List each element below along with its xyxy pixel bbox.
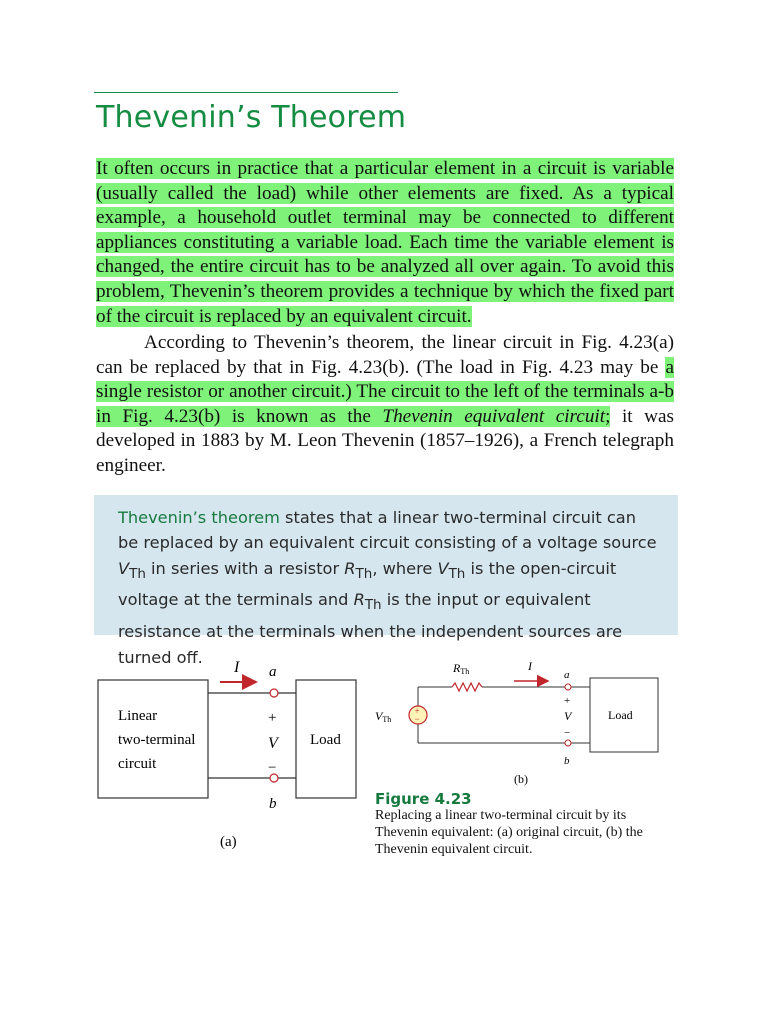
circuit-b <box>375 659 658 786</box>
terminal-b-node-b <box>565 740 571 746</box>
rth-label <box>452 661 469 676</box>
source-plus-b: + <box>414 706 420 716</box>
rth-sub: Th <box>460 667 470 676</box>
callout-vth-sub: Th <box>129 566 146 583</box>
minus-sign-b: − <box>564 727 571 739</box>
callout-rth: R <box>344 558 356 578</box>
callout-rth-2: R <box>353 590 365 610</box>
para2-part-a: According to Thevenin’s theorem, the linear circuit in Fig. 4.23(a) can be replaced by that in Fig. 4.23(b). (The load in Fig. 4.23 may be <box>96 332 674 378</box>
load-label-a: Load <box>310 732 341 748</box>
terminal-a-label: a <box>269 664 277 680</box>
box-line-3: circuit <box>118 756 157 772</box>
terminal-a-node-b <box>565 684 571 690</box>
current-label-a: I <box>234 659 240 676</box>
page-title: Thevenin’s Theorem <box>96 100 407 135</box>
source-minus-b: − <box>414 714 420 724</box>
callout-part-4: is the open-circuit voltage at the terminals and <box>118 558 617 610</box>
figure-caption-text: Replacing a linear two-terminal circuit by its Thevenin equivalent: (a) original circuit, (b) the Thevenin equivalent circuit. <box>375 808 643 857</box>
paragraph-2 <box>96 331 674 479</box>
callout-text <box>118 505 658 670</box>
figure-a-label: (a) <box>220 834 237 850</box>
vth-v: V <box>375 709 383 723</box>
para2-part-b: a single resistor or another circuit.) The circuit to the left of the terminals a-b in Fig. 4.23(b) is known as the <box>96 356 674 427</box>
thevenin-equivalent-term: Thevenin equivalent circuit <box>382 405 606 427</box>
plus-sign-a: + <box>268 710 277 726</box>
box-line-2: two-terminal <box>118 732 196 748</box>
title-rule <box>94 92 398 93</box>
circuit-a <box>98 659 356 850</box>
minus-sign-a: − <box>268 760 277 776</box>
vth-label <box>375 709 391 724</box>
figure-b-label: (b) <box>514 772 528 786</box>
callout-vth: V <box>118 558 130 578</box>
callout-part-2: in series with a resistor <box>145 558 345 578</box>
plus-sign-b: + <box>564 695 571 707</box>
resistor-rth <box>452 683 482 691</box>
figure-number: Figure 4.23 <box>375 790 472 808</box>
para2-part-c: ; <box>605 405 611 427</box>
terminal-b-label-b: b <box>564 755 570 767</box>
callout-vth-2: V <box>437 558 449 578</box>
terminal-b-label: b <box>269 796 277 812</box>
highlight-para1: It often occurs in practice that a particular element in a circuit is variable (usually called the load) while other elements are fixed. As a typical example, a household outlet terminal may be connected to different appliances constituting a variable load. Each time the variable element is changed, the entire circuit has to be analyzed all over again. To avoid this problem, Thevenin’s theorem provides a technique by which the fixed part of the circuit is replaced by an equivalent circuit. <box>96 158 674 327</box>
callout-rth-sub: Th <box>355 566 373 583</box>
vth-sub: Th <box>382 715 392 724</box>
paragraph-1 <box>96 157 674 329</box>
voltage-label-a: V <box>268 735 278 752</box>
terminal-a-label-b: a <box>564 669 570 681</box>
box-line-1: Linear <box>118 708 158 724</box>
terminal-a-node <box>270 689 278 697</box>
figure-caption <box>375 790 665 858</box>
para2-part-d: it was developed in 1883 by M. Leon Thevenin (1857–1926), a French telegraph engineer. <box>96 405 674 476</box>
load-label-b: Load <box>608 708 633 722</box>
callout-term: Thevenin’s theorem <box>118 508 280 527</box>
rth-r: R <box>453 661 461 675</box>
callout-part-1: states that a linear two-terminal circuit can be replaced by an equivalent circuit consisting of a voltage source <box>118 508 657 553</box>
theorem-callout <box>94 495 678 667</box>
callout-part-5: is the input or equivalent resistance at the terminals when the independent sources are turned off. <box>118 590 623 667</box>
voltage-label-b: V <box>564 709 572 723</box>
current-label-b: I <box>528 659 532 673</box>
callout-part-3: , where <box>372 558 438 578</box>
callout-rth-sub-2: Th <box>364 597 382 614</box>
callout-vth-sub-2: Th <box>448 566 466 583</box>
